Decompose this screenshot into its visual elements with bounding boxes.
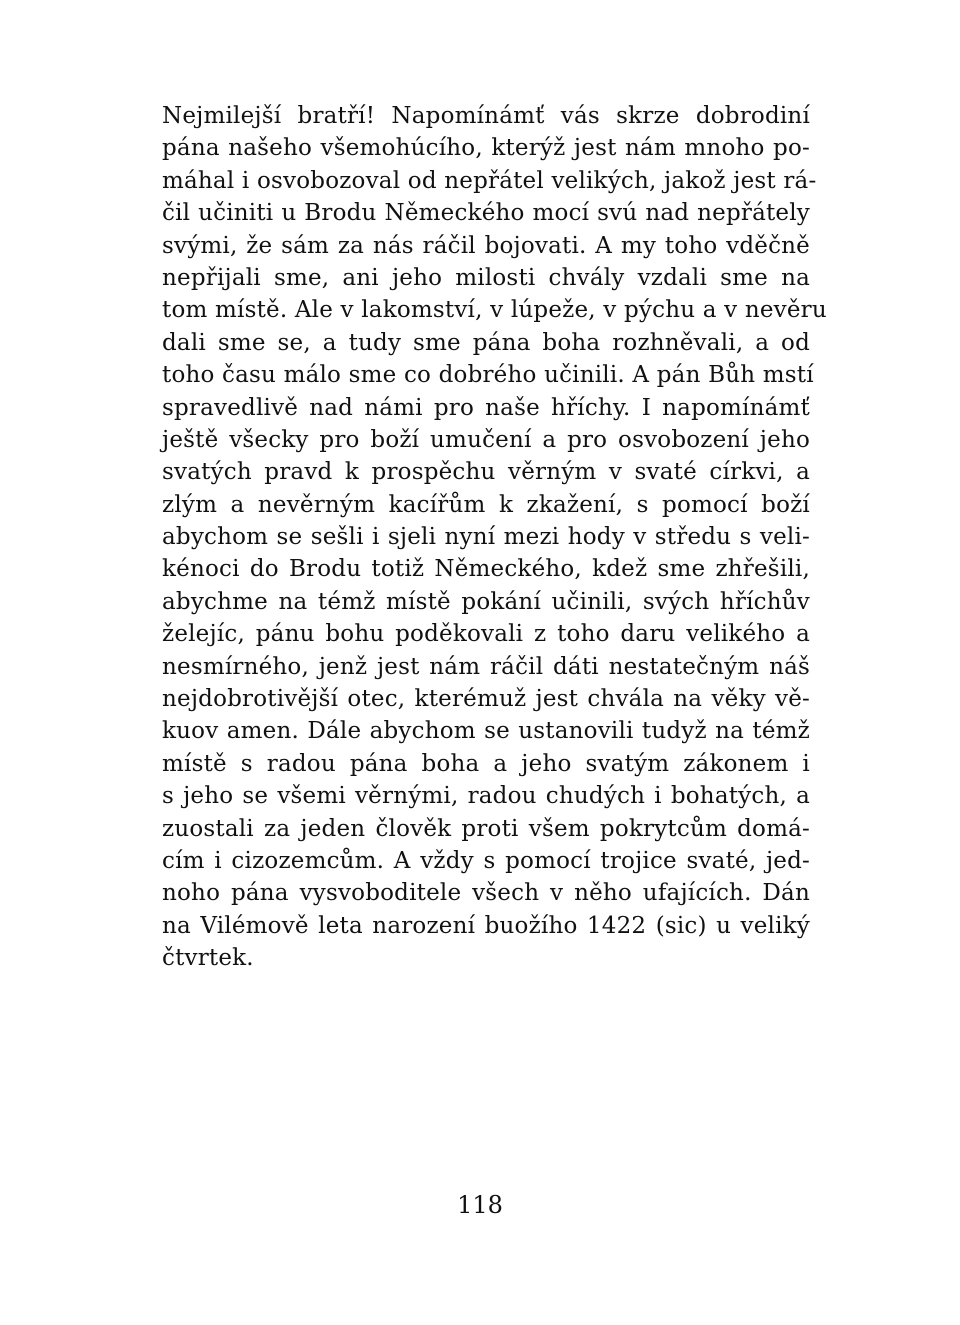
text-line: místě s radou pána boha a jeho svatým zákonem i <box>162 750 810 777</box>
text-line: ještě všecky pro boží umučení a pro osvobození jeho <box>162 426 810 453</box>
text-line: pána našeho všemohúcího, kterýž jest nám mnoho po- <box>162 135 810 162</box>
text-line-last: čtvrtek. <box>162 945 254 972</box>
text-line: nesmírného, jenž jest nám ráčil dáti nestatečným náš <box>162 653 810 680</box>
body-text <box>162 100 827 975</box>
text-line: cím i cizozemcům. A vždy s pomocí trojice svaté, jed- <box>162 847 810 874</box>
text-line: svatých pravd k prospěchu věrným v svaté církvi, a <box>162 459 810 486</box>
text-line: abychme na témž místě pokání učinili, svých hříchův <box>162 588 810 615</box>
text-line: máhal i osvobozoval od nepřátel velikých, jakož jest rá- <box>162 167 817 194</box>
text-line: nejdobrotivější otec, kterémuž jest chvála na věky vě- <box>162 686 810 713</box>
text-line: toho času málo sme co dobrého učinili. A pán Bůh mstí <box>162 362 814 389</box>
text-line: svými, že sám za nás ráčil bojovati. A my toho vděčně <box>162 232 810 259</box>
text-line: s jeho se všemi věrnými, radou chudých i bohatých, a <box>162 783 810 810</box>
text-line: spravedlivě nad námi pro naše hříchy. I napomínámť <box>162 394 810 421</box>
text-line: čil učiniti u Brodu Německého mocí svú nad nepřátely <box>162 200 810 227</box>
text-line: nepřijali sme, ani jeho milosti chvály vzdali sme na <box>162 264 810 291</box>
text-line: želejíc, pánu bohu poděkovali z toho daru velikého a <box>162 621 810 648</box>
text-line: dali sme se, a tudy sme pána boha rozhněvali, a od <box>162 329 810 356</box>
text-line: zuostali za jeden člověk proti všem pokrytcům domá- <box>162 815 810 842</box>
text-line: kuov amen. Dále abychom se ustanovili tudyž na témž <box>162 718 810 745</box>
text-line: abychom se sešli i sjeli nyní mezi hody v středu s veli- <box>162 524 810 551</box>
text-line: kénoci do Brodu totiž Německého, kdež sme zhřešili, <box>162 556 810 583</box>
page-number: 118 <box>457 1191 503 1219</box>
text-line: noho pána vysvoboditele všech v něho ufajících. Dán <box>162 880 810 907</box>
text-line: zlým a nevěrným kacířům k zkažení, s pomocí boží <box>162 491 810 518</box>
text-line: Nejmilejší bratří! Napomínámť vás skrze dobrodiní <box>162 103 810 129</box>
text-line: na Vilémově leta narození buožího 1422 (sic) u veliký <box>162 912 810 939</box>
text-line: tom místě. Ale v lakomství, v lúpeže, v pýchu a v nevěru <box>162 297 827 324</box>
